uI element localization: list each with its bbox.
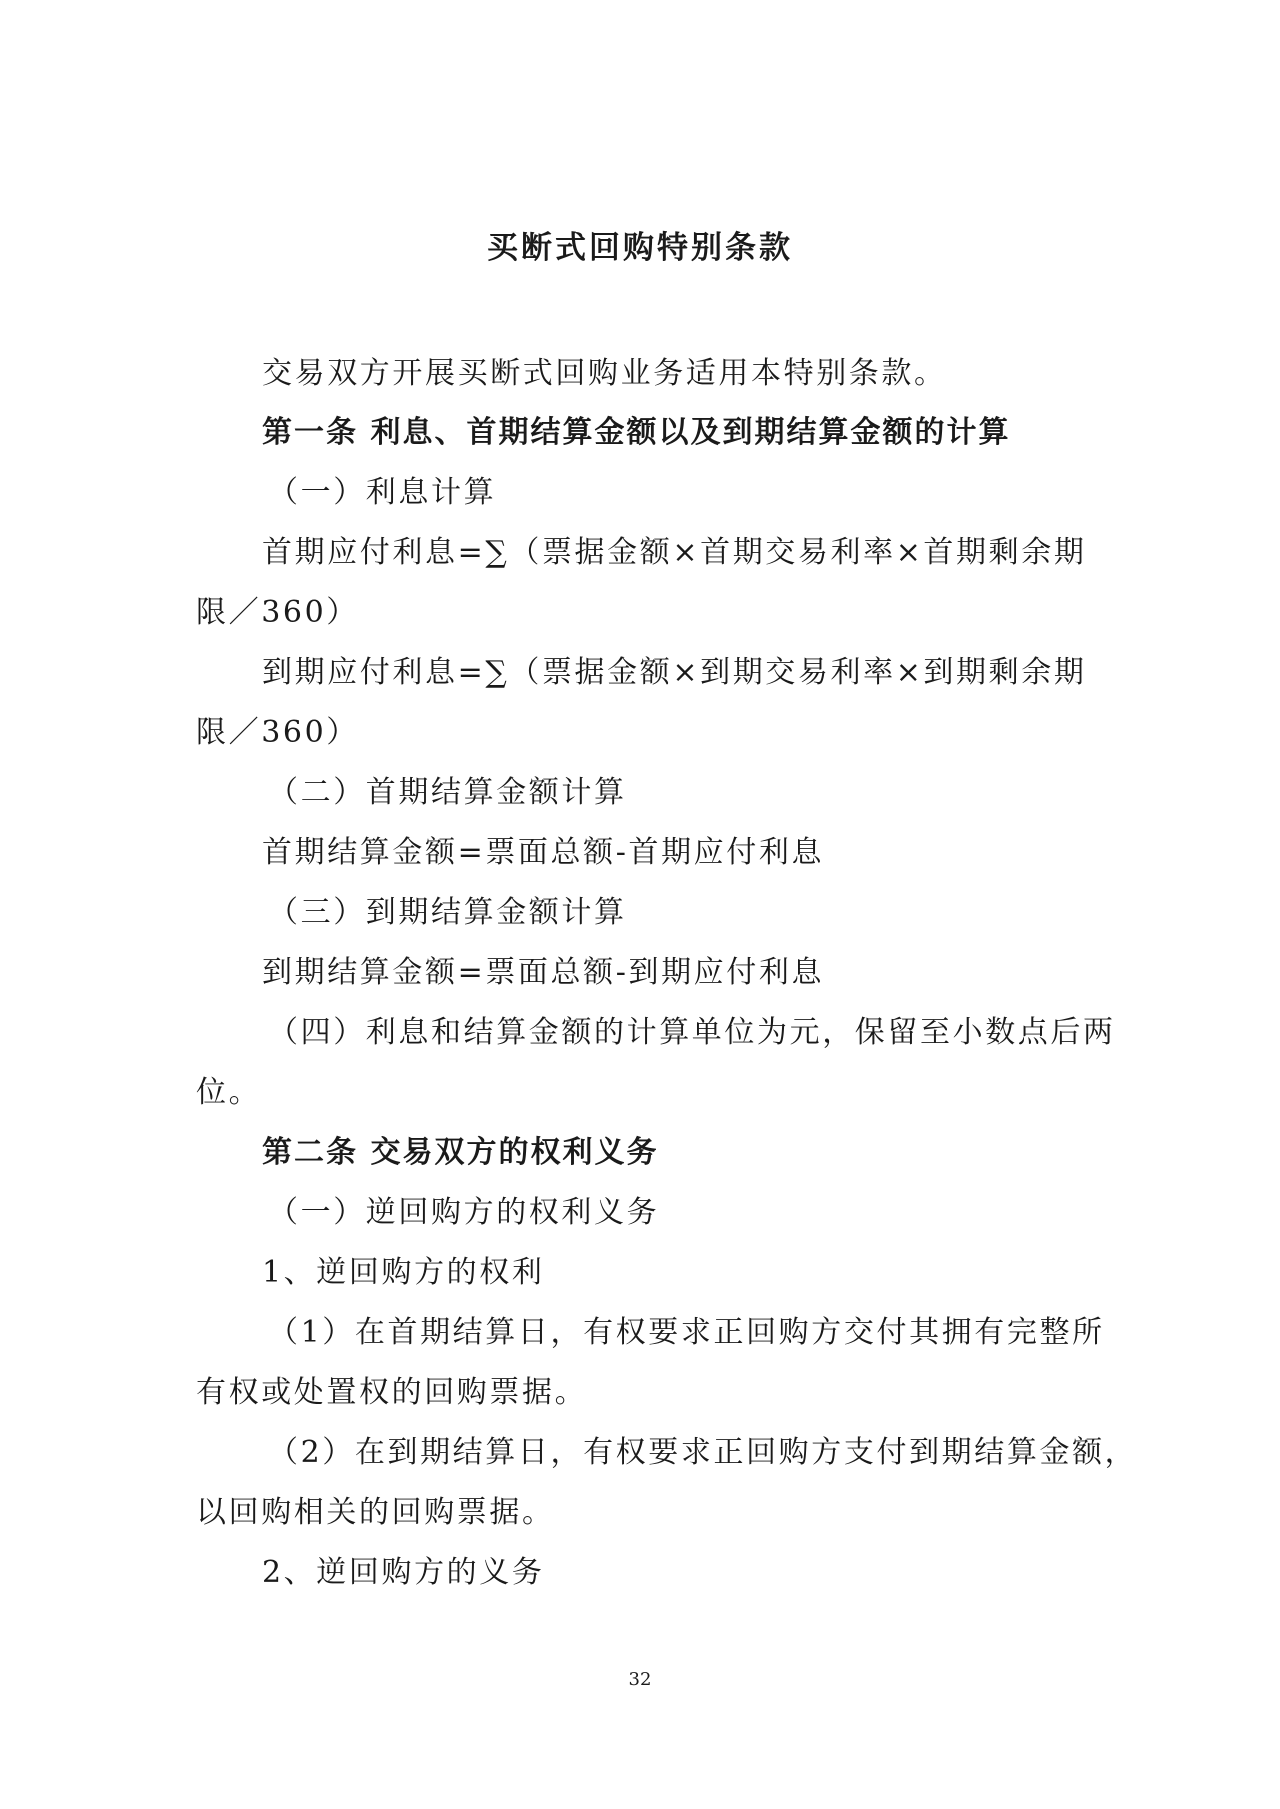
clause-1-line2: 有权或处置权的回购票据。 [196,1375,588,1410]
clause-2-line1: （2）在到期结算日，有权要求正回购方支付到期结算金额， [268,1435,1138,1470]
formula-initial-interest-line2: 限／360） [196,595,359,630]
formula-initial-interest-line1: 首期应付利息=∑（票据金额×首期交易利率×首期剩余期 [262,535,1087,570]
item-reverse-repo-duties: 2、逆回购方的义务 [262,1555,545,1590]
formula-maturity-interest-line1: 到期应付利息=∑（票据金额×到期交易利率×到期剩余期 [262,655,1087,690]
intro-paragraph: 交易双方开展买断式回购业务适用本特别条款。 [262,356,947,391]
formula-maturity-settlement: 到期结算金额=票面总额-到期应付利息 [262,955,825,990]
section-initial-settlement: （二）首期结算金额计算 [268,775,627,810]
clause-2-line2: 以回购相关的回购票据。 [196,1495,555,1530]
section-interest-calc: （一）利息计算 [268,475,497,510]
item-reverse-repo-rights: 1、逆回购方的权利 [262,1255,545,1290]
section-maturity-settlement: （三）到期结算金额计算 [268,895,627,930]
section-unit-rule-line2: 位。 [196,1075,262,1110]
page-number: 32 [628,1669,652,1690]
clause-1-line1: （1）在首期结算日，有权要求正回购方交付其拥有完整所 [268,1315,1105,1350]
section-unit-rule-line1: （四）利息和结算金额的计算单位为元，保留至小数点后两 [268,1015,1116,1050]
article-one-heading: 第一条 利息、首期结算金额以及到期结算金额的计算 [262,415,1011,450]
formula-initial-settlement: 首期结算金额=票面总额-首期应付利息 [262,835,825,870]
article-two-heading: 第二条 交易双方的权利义务 [262,1135,659,1170]
section-reverse-repo-rights-duties: （一）逆回购方的权利义务 [268,1195,660,1230]
formula-maturity-interest-line2: 限／360） [196,715,359,750]
document-title: 买断式回购特别条款 [487,230,793,266]
